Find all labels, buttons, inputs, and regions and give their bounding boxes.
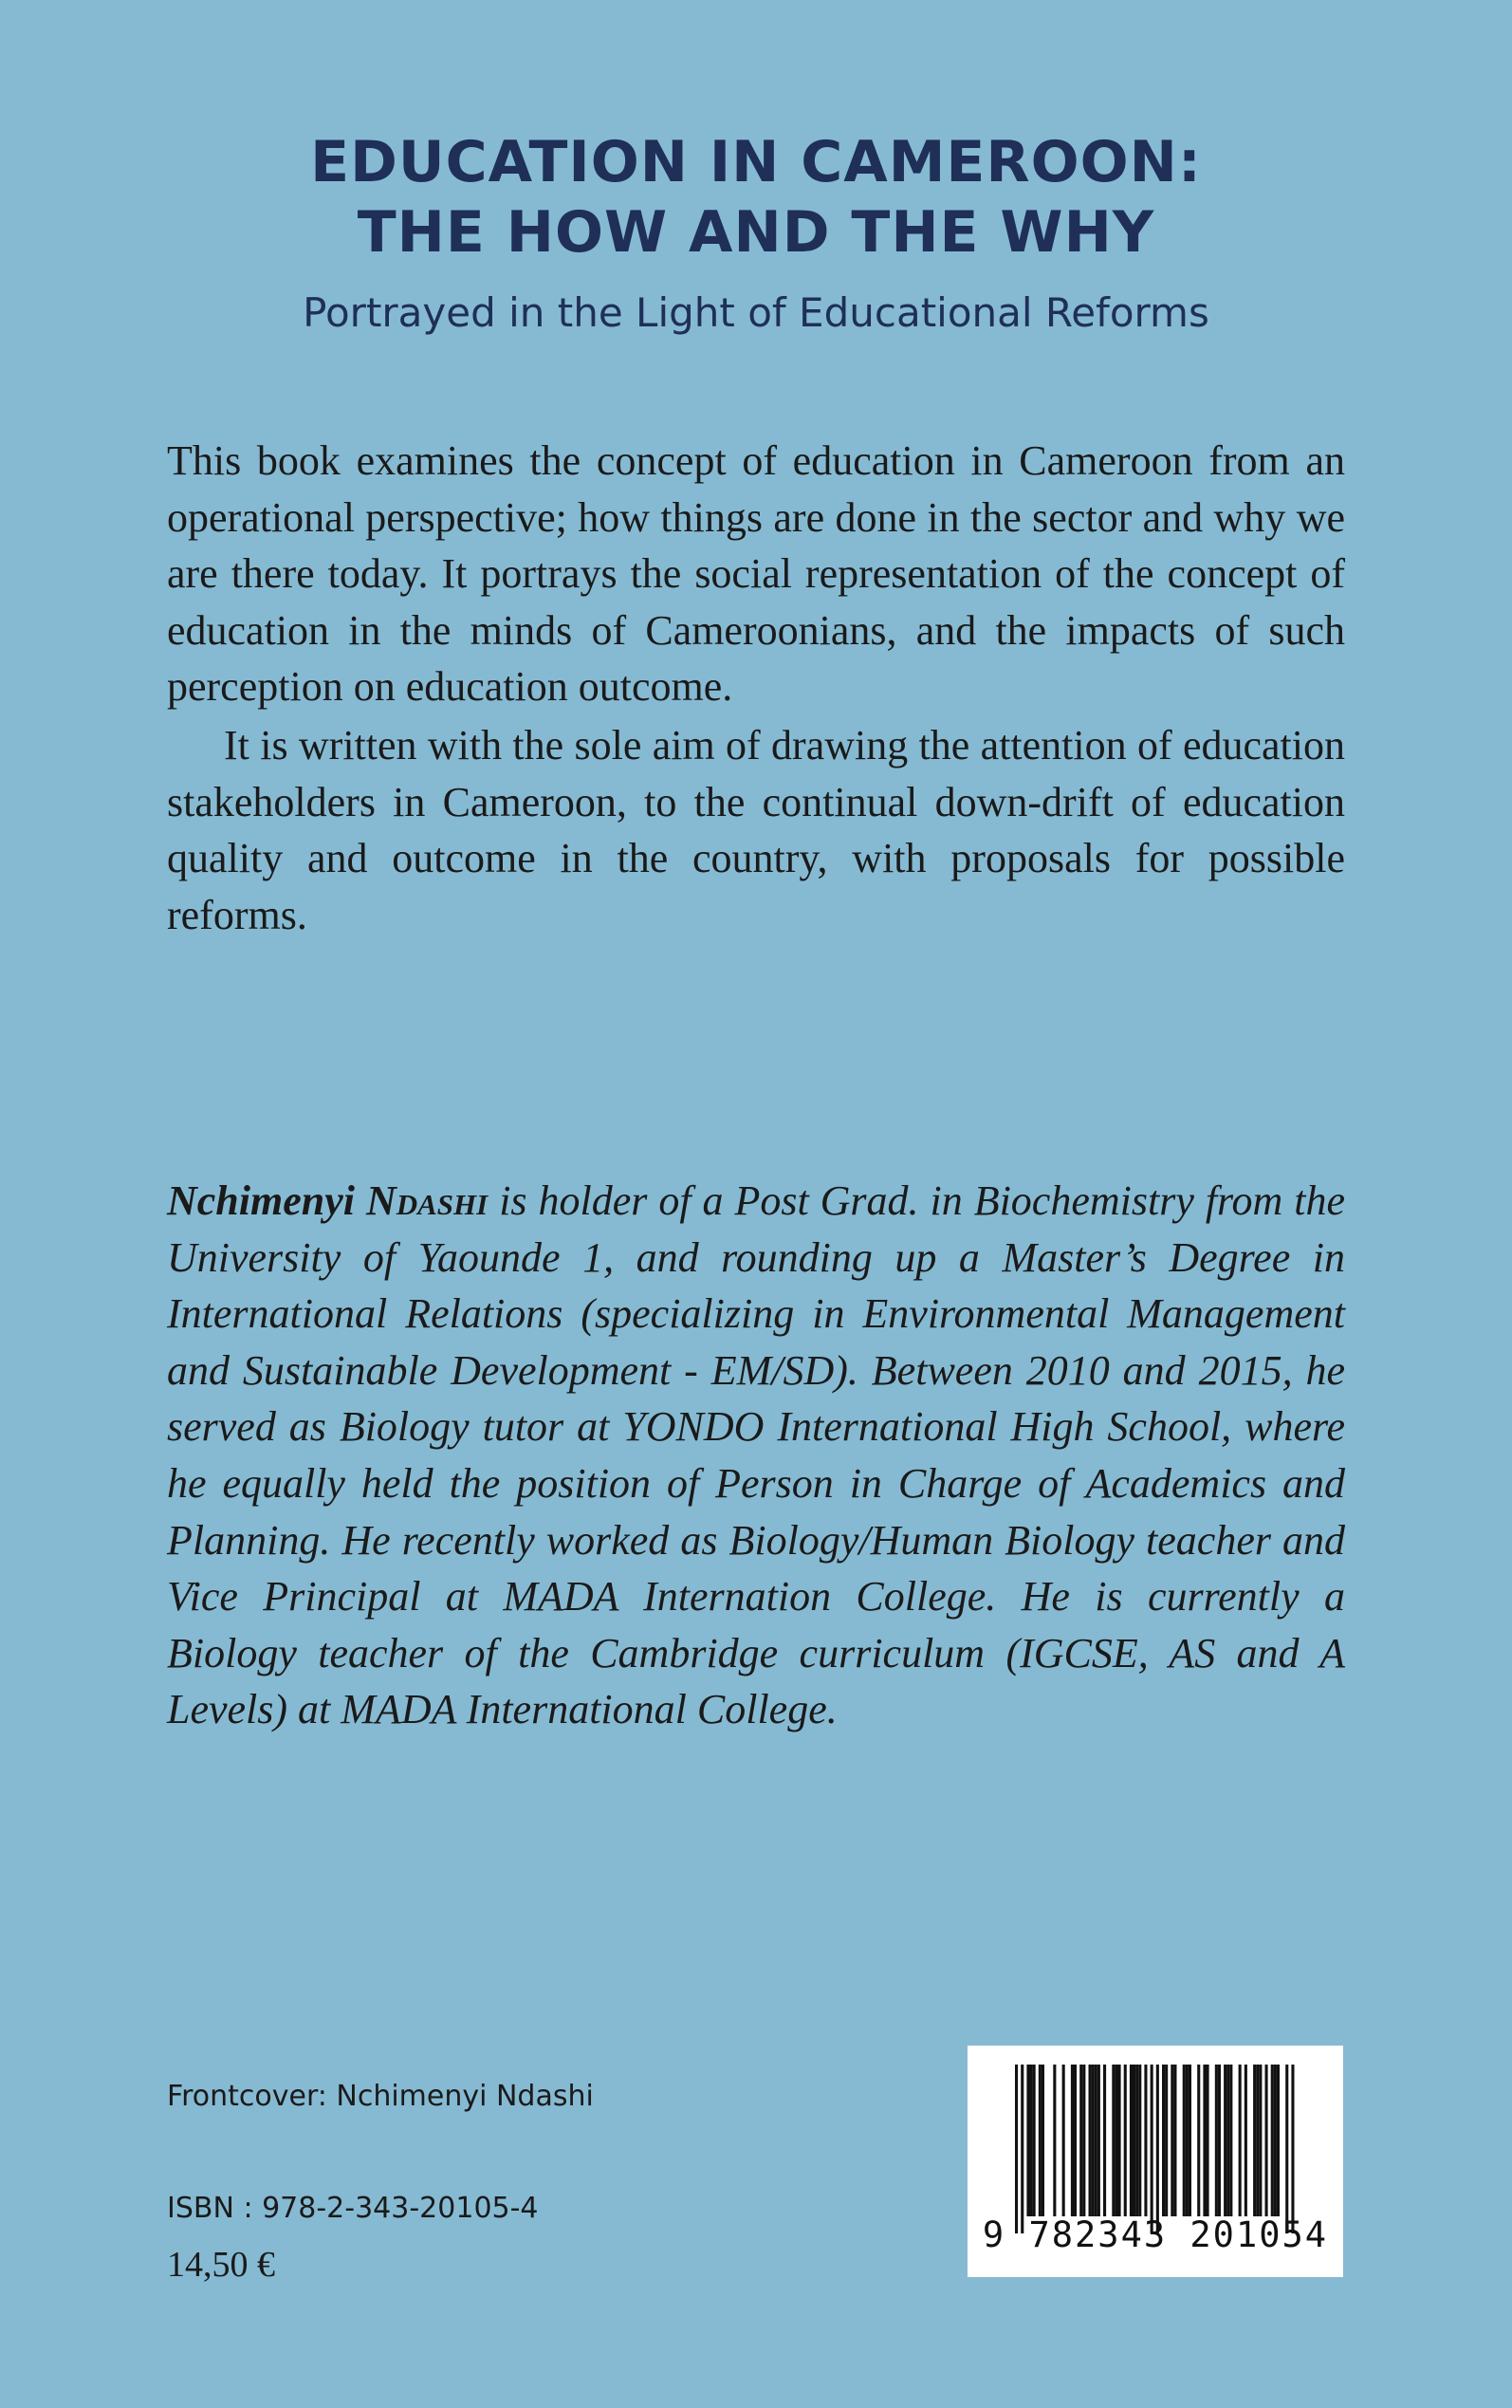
barcode — [968, 2046, 1343, 2277]
barcode-bar — [1115, 2065, 1117, 2216]
barcode-bar — [1274, 2065, 1277, 2216]
barcode-bar — [1133, 2065, 1135, 2216]
barcode-bar — [1103, 2065, 1106, 2216]
barcode-bar — [1265, 2065, 1268, 2216]
barcode-bar — [1026, 2065, 1029, 2216]
barcode-bar — [1030, 2065, 1033, 2216]
barcode-bar — [1015, 2065, 1018, 2233]
barcode-bar — [1183, 2065, 1186, 2216]
barcode-bar — [1021, 2065, 1023, 2233]
blurb-paragraph-2: It is written with the sole aim of drawing the attention of education stakeholders in Cameroon, to the continual down-drift of education quality and outcome in the country, with proposals for possible reforms. — [167, 722, 1345, 938]
barcode-bar — [1033, 2065, 1036, 2216]
barcode-bar — [1162, 2065, 1165, 2216]
barcode-bar — [1245, 2065, 1247, 2216]
barcode-bar — [1144, 2065, 1147, 2216]
barcode-bar — [1071, 2065, 1074, 2216]
book-title-line-2: THE HOW AND THE WHY — [357, 199, 1155, 266]
barcode-bar — [1156, 2065, 1159, 2233]
author-surname: Ndashi — [365, 1177, 489, 1224]
barcode-bar — [1112, 2065, 1115, 2216]
barcode-bar — [1197, 2065, 1200, 2216]
barcode-bar — [1277, 2065, 1280, 2216]
barcode-bar — [1271, 2065, 1274, 2216]
isbn: ISBN : 978-2-343-20105-4 — [167, 2192, 539, 2225]
barcode-bar — [1171, 2065, 1173, 2216]
barcode-bar — [1229, 2065, 1232, 2216]
barcode-bar — [1095, 2065, 1097, 2216]
barcode-bar — [1079, 2065, 1082, 2216]
barcode-bar — [1186, 2065, 1189, 2216]
barcode-bar — [1151, 2065, 1153, 2233]
barcode-bar — [1218, 2065, 1221, 2216]
barcode-bar — [1130, 2065, 1133, 2216]
barcode-bar — [1097, 2065, 1100, 2216]
barcode-bar — [1207, 2065, 1209, 2216]
barcode-bar — [1092, 2065, 1095, 2216]
barcode-bar — [1138, 2065, 1141, 2216]
barcode-bar — [1189, 2065, 1191, 2216]
barcode-bar — [1165, 2065, 1168, 2216]
barcode-bar — [1291, 2065, 1294, 2233]
author-bio-text: is holder of a Post Grad. in Biochemistry from the University of Yaounde 1, and rounding up a Master’s Degree in International Relations (specializing in Environmental Management and Sustainable Development - EM/SD). Between 2010 and 2015, he served as Biology tutor at YONDO International High School, where he equally held the position of Person in Charge of Academics and Planning. He recently worked as Biology/Human Biology teacher and Vice Principal at MADA Internation College. He is currently a Biology teacher of the Cambridge curriculum (IGCSE, AS and A Levels) at MADA International College. — [167, 1177, 1346, 1733]
barcode-bar — [1089, 2065, 1092, 2216]
barcode-bar — [1239, 2065, 1242, 2216]
book-subtitle: Portrayed in the Light of Educational Reforms — [303, 289, 1209, 336]
barcode-bar — [1256, 2065, 1259, 2216]
barcode-bar — [1039, 2065, 1042, 2216]
barcode-bar — [1062, 2065, 1065, 2216]
barcode-bar — [1259, 2065, 1262, 2216]
barcode-bar — [1118, 2065, 1121, 2216]
barcode-bar — [1224, 2065, 1226, 2216]
barcode-bar — [1285, 2065, 1288, 2233]
barcode-bar — [1082, 2065, 1085, 2216]
author-first-name: Nchimenyi — [167, 1177, 355, 1224]
barcode-bar — [1203, 2065, 1206, 2216]
book-title-line-1: EDUCATION IN CAMEROON: — [310, 129, 1202, 195]
frontcover-credit: Frontcover: Nchimenyi Ndashi — [167, 2080, 594, 2113]
barcode-bar — [1253, 2065, 1256, 2216]
barcode-bar — [1173, 2065, 1176, 2216]
price: 14,50 € — [167, 2245, 275, 2285]
barcode-bar — [1215, 2065, 1218, 2216]
barcode-digits: 9 782343 201054 — [982, 2214, 1329, 2255]
barcode-bar — [1042, 2065, 1044, 2216]
barcode-bar — [1124, 2065, 1127, 2216]
barcode-bar — [1074, 2065, 1077, 2216]
barcode-bar — [1226, 2065, 1229, 2216]
barcode-bar — [1135, 2065, 1138, 2216]
barcode-bar — [1053, 2065, 1056, 2216]
blurb-paragraph-1: This book examines the concept of education in Cameroon from an operational perspective; how things are done in the sector and why we are there today. It portrays the social representation of the concept of education in the minds of Cameroonians, and the impacts of such perception on education outcome. — [167, 437, 1345, 710]
author-bio — [167, 1173, 1345, 1738]
